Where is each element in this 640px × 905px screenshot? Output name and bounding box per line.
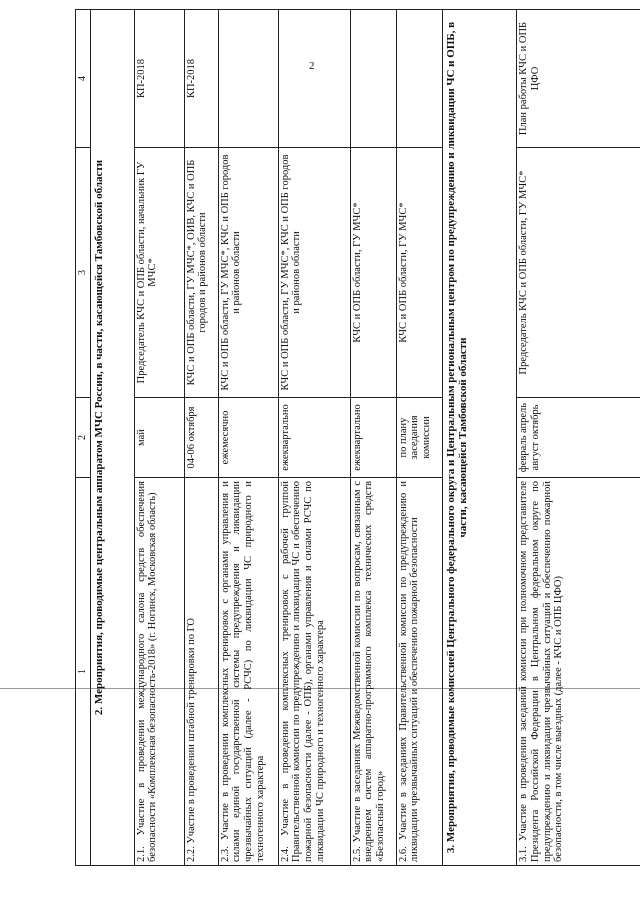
event-cell: 2.6. Участие в заседаниях Правительственной комиссии по предупреждению и ликвидации чрезвычайных ситуаций и обеспечению пожарной безопасности	[396, 478, 442, 866]
table-row	[350, 10, 396, 866]
table-row	[396, 10, 442, 866]
col-header-1: 1	[76, 478, 91, 866]
section-2-title: 2. Мероприятия, проводимые центральным аппаратом МЧС России, в части, касающейся Тамбовской области	[91, 10, 135, 866]
table-row	[517, 10, 640, 866]
timing-cell: февраль апрель август октябрь	[517, 398, 640, 478]
table-row	[278, 10, 350, 866]
note-cell	[278, 10, 350, 148]
note-cell: КП-2018	[184, 10, 218, 148]
responsible-cell: КЧС и ОПБ области, ГУ МЧС*, КЧС и ОПБ городов и районов области	[278, 148, 350, 398]
col-header-2: 2	[76, 398, 91, 478]
timing-cell: 04-06 октября	[184, 398, 218, 478]
note-cell	[350, 10, 396, 148]
timing-cell: ежемесячно	[218, 398, 278, 478]
timing-cell: май	[134, 398, 184, 478]
event-cell: 2.1. Участие в проведении международного салона средств обеспечения безопасности «Комплексная безопасность-2018» (г. Ногинск, Московская область)	[134, 478, 184, 866]
responsible-cell: КЧС и ОПБ области, ГУ МЧС*	[350, 148, 396, 398]
responsible-cell: Председатель КЧС и ОПБ области, ГУ МЧС*	[517, 148, 640, 398]
col-header-3: 3	[76, 148, 91, 398]
responsible-cell: КЧС и ОПБ области, ГУ МЧС*, КЧС и ОПБ городов и районов области	[218, 148, 278, 398]
event-cell: 2.5. Участие в заседаниях Межведомственной комиссии по вопросам, связанным с внедрением систем аппаратно-программного комплекса технических средств «Безопасный город»	[350, 478, 396, 866]
timing-cell: ежеквартально	[350, 398, 396, 478]
section-2-row	[91, 10, 135, 866]
note-cell	[396, 10, 442, 148]
column-number-row	[76, 10, 91, 866]
timing-cell: ежеквартально	[278, 398, 350, 478]
note-cell	[218, 10, 278, 148]
section-3-row	[442, 10, 517, 866]
responsible-cell: Председатель КЧС и ОПБ области, начальник ГУ МЧС*	[134, 148, 184, 398]
table-row	[184, 10, 218, 866]
table-row	[218, 10, 278, 866]
rotated-table-sheet	[75, 10, 640, 866]
event-cell: 2.4. Участие в проведении комплексных тренировок с рабочей группой Правительственной комиссии по предупреждению и ликвидации ЧС и обеспечению пожарной безопасности (далее - ОПБ), органами управления и силами РСЧС по ликвидации ЧС природного и техногенного характера	[278, 478, 350, 866]
timing-cell: по плану заседания комиссии	[396, 398, 442, 478]
page-number: 2	[309, 60, 315, 72]
event-cell: 2.3. Участие в проведении комплексных тренировок с органами управления и силами единой государственной системы предупреждения и ликвидации чрезвычайных ситуаций (далее - РСЧС) по ликвидации ЧС природного и техногенного характера	[218, 478, 278, 866]
events-table	[75, 9, 640, 866]
section-3-title: 3. Мероприятия, проводимые комиссией Центрального федерального округа и Центральным региональным центром по предупреждению и ликвидации ЧС и ОПБ, в части, касающейся Тамбовской области	[442, 10, 517, 866]
note-cell: КП-2018	[134, 10, 184, 148]
table-row	[134, 10, 184, 866]
event-cell: 3.1. Участие в проведении заседаний комиссии при полномочном представителе Президента Российской Федерации в Центральном федеральном округе по предупреждению и ликвидации чрезвычайных ситуаций и обеспечению пожарной безопасности, в том числе выездных (далее - КЧС и ОПБ ЦФО)	[517, 478, 640, 866]
responsible-cell: КЧС и ОПБ области, ГУ МЧС*, ОИВ, КЧС и ОПБ городов и районов области	[184, 148, 218, 398]
note-cell: План работы КЧС и ОПБ ЦФО	[517, 10, 640, 148]
col-header-4: 4	[76, 10, 91, 148]
event-cell: 2.2. Участие в проведении штабной тренировки по ГО	[184, 478, 218, 866]
responsible-cell: КЧС и ОПБ области, ГУ МЧС*	[396, 148, 442, 398]
